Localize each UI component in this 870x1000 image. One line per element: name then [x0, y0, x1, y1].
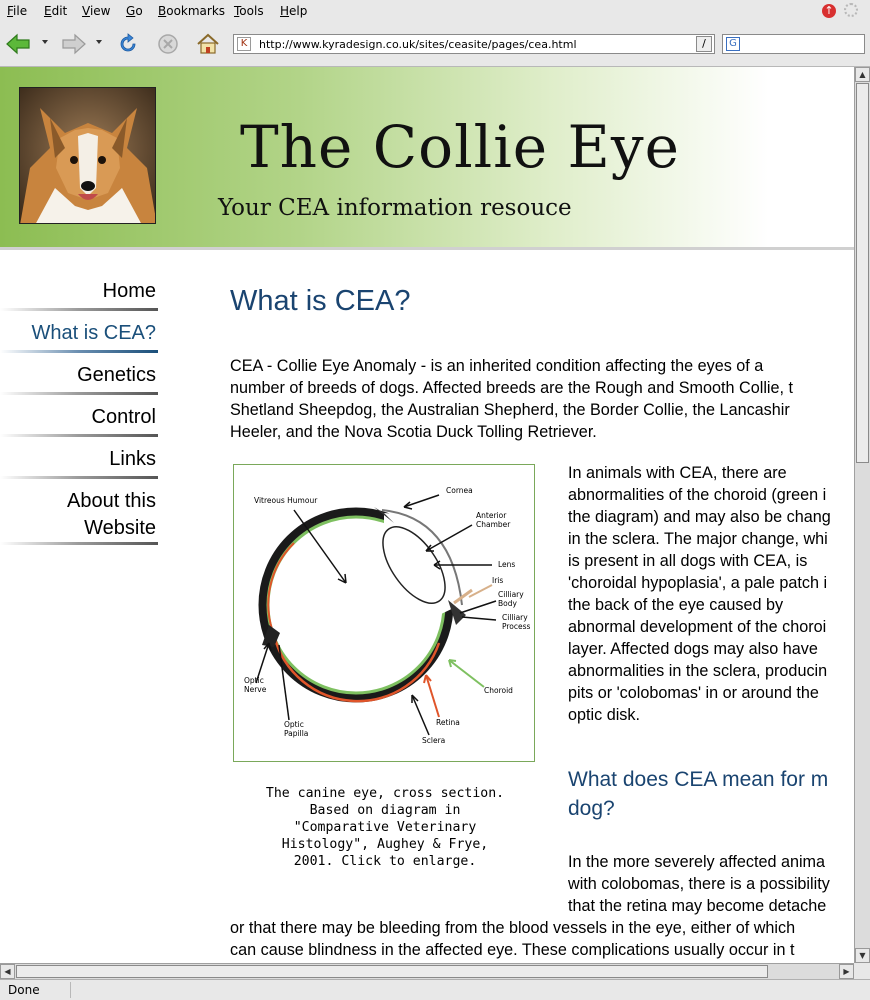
- menu-view[interactable]: View: [82, 4, 111, 18]
- label-ciliary-body-1: Cilliary: [498, 590, 524, 599]
- label-ciliary-process-1: Cilliary: [502, 613, 528, 622]
- reload-icon: [116, 32, 140, 56]
- menu-go[interactable]: Go: [126, 4, 143, 18]
- label-optic-papilla-2: Papilla: [284, 729, 309, 738]
- intro-line: Heeler, and the Nova Scotia Duck Tolling Retriever.: [230, 423, 597, 441]
- side-para-line: abnormalities in the sclera, producin: [568, 662, 828, 680]
- eye-cross-section-diagram[interactable]: [234, 465, 534, 761]
- para3-line: or that there may be bleeding from the blood vessels in the eye, either of which: [230, 919, 796, 937]
- menu-bar: [0, 0, 870, 22]
- forward-button[interactable]: [60, 30, 88, 58]
- para3-line: with colobomas, there is a possibility: [568, 875, 830, 893]
- throbber-icon: [844, 3, 858, 17]
- collie-photo: [19, 87, 156, 224]
- side-para-line: pits or 'colobomas' in or around the: [568, 684, 819, 702]
- eye-diagram-figure[interactable]: [233, 464, 535, 762]
- forward-arrow-icon: [61, 33, 87, 55]
- menu-help[interactable]: Help: [280, 4, 308, 18]
- nav-about-this-website[interactable]: [0, 485, 160, 551]
- scroll-down-icon[interactable]: ▼: [855, 948, 870, 963]
- scroll-left-icon[interactable]: ◀: [0, 964, 15, 979]
- side-para-line: abnormalities of the choroid (green i: [568, 486, 827, 504]
- status-text: Done: [8, 983, 40, 997]
- collie-dog-image: [20, 88, 156, 224]
- page-heading: What is CEA?: [230, 285, 411, 317]
- label-optic-nerve-1: Optic: [244, 676, 264, 685]
- intro-line: Shetland Sheepdog, the Australian Shepherd, the Border Collie, the Lancashir: [230, 401, 790, 419]
- search-box[interactable]: [722, 34, 865, 54]
- label-retina: Retina: [436, 718, 460, 727]
- para3-line: In the more severely affected anima: [568, 853, 826, 871]
- navigation-toolbar: [0, 22, 870, 67]
- label-sclera: Sclera: [422, 736, 446, 745]
- nav-control[interactable]: Control: [0, 401, 160, 443]
- label-lens: Lens: [498, 560, 516, 569]
- intro-line: number of breeds of dogs. Affected breeds are the Rough and Smooth Collie, t: [230, 379, 794, 397]
- offline-stop-icon[interactable]: ↑: [822, 4, 836, 18]
- para3-line: that the retina may become detache: [568, 897, 827, 915]
- scroll-up-icon[interactable]: ▲: [855, 67, 870, 82]
- home-icon: [196, 33, 220, 55]
- back-button[interactable]: [4, 30, 32, 58]
- forward-dropdown-icon[interactable]: [96, 40, 102, 44]
- side-para-line: layer. Affected dogs may also have: [568, 640, 818, 658]
- nav-about-line2: Website: [84, 517, 156, 539]
- side-para-line: in the sclera. The major change, whi: [568, 530, 828, 548]
- menu-file[interactable]: File: [7, 4, 28, 18]
- url-text[interactable]: http://www.kyradesign.co.uk/sites/ceasite/pages/cea.html: [259, 38, 577, 51]
- stop-icon: [157, 33, 179, 55]
- label-optic-papilla-1: Optic: [284, 720, 304, 729]
- figure-caption: The canine eye, cross section. Based on diagram in "Comparative Veterinary Histology", Aughey & Frye, 2001. Click to enlarge.: [265, 786, 505, 869]
- site-title: The Collie Eye: [240, 113, 680, 181]
- side-para-line: In animals with CEA, there are: [568, 464, 787, 482]
- scrollbar-corner: [854, 963, 870, 979]
- nav-what-is-cea[interactable]: What is CEA?: [0, 317, 160, 359]
- side-para-line: optic disk.: [568, 706, 640, 724]
- side-para-line: the diagram) and may also be chang: [568, 508, 831, 526]
- nav-genetics[interactable]: Genetics: [0, 359, 160, 401]
- nav-about-line1: About this: [67, 490, 156, 512]
- label-choroid: Choroid: [484, 686, 513, 695]
- side-para-line: is present in all dogs with CEA, is: [568, 552, 808, 570]
- side-para-line: 'choroidal hypoplasia', a pale patch i: [568, 574, 828, 592]
- url-bar[interactable]: [233, 34, 715, 54]
- label-iris: Iris: [492, 576, 504, 585]
- menu-bookmarks[interactable]: Bookmarks: [158, 4, 226, 18]
- back-arrow-icon: [5, 33, 31, 55]
- vertical-scrollbar[interactable]: [854, 67, 870, 963]
- label-optic-nerve-2: Nerve: [244, 685, 267, 694]
- menu-tools[interactable]: Tools: [234, 4, 264, 18]
- horizontal-scrollbar[interactable]: [0, 963, 854, 979]
- nav-links[interactable]: Links: [0, 443, 160, 485]
- side-para-line: abnormal development of the choroi: [568, 618, 827, 636]
- site-subtitle: Your CEA information resouce: [218, 195, 572, 221]
- page-viewport: [0, 67, 854, 963]
- side-navigation: [0, 275, 160, 551]
- url-go-icon[interactable]: /: [696, 36, 712, 52]
- label-ciliary-process-2: Process: [502, 622, 531, 631]
- scroll-right-icon[interactable]: ▶: [839, 964, 854, 979]
- status-bar: [0, 979, 870, 1000]
- section-heading-line: What does CEA mean for m: [568, 768, 829, 791]
- label-ciliary-body-2: Body: [498, 599, 517, 608]
- para3-line: can cause blindness in the affected eye. These complications usually occur in t: [230, 941, 795, 959]
- label-vitreous: Vitreous Humour: [254, 496, 318, 505]
- back-dropdown-icon[interactable]: [42, 40, 48, 44]
- site-favicon-icon: K: [237, 37, 251, 51]
- search-engine-icon[interactable]: G: [726, 37, 740, 51]
- side-para-line: the back of the eye caused by: [568, 596, 784, 614]
- site-banner: [0, 67, 854, 250]
- reload-button[interactable]: [114, 30, 142, 58]
- label-cornea: Cornea: [446, 486, 473, 495]
- label-anterior-1: Anterior: [476, 511, 507, 520]
- nav-home[interactable]: Home: [0, 275, 160, 317]
- horizontal-scroll-thumb[interactable]: [16, 965, 768, 978]
- home-button[interactable]: [194, 30, 222, 58]
- intro-line: CEA - Collie Eye Anomaly - is an inherited condition affecting the eyes of a: [230, 357, 764, 375]
- label-anterior-2: Chamber: [476, 520, 511, 529]
- menu-edit[interactable]: Edit: [44, 4, 68, 18]
- vertical-scroll-thumb[interactable]: [856, 83, 869, 463]
- stop-button[interactable]: [154, 30, 182, 58]
- section-heading-line: dog?: [568, 797, 615, 820]
